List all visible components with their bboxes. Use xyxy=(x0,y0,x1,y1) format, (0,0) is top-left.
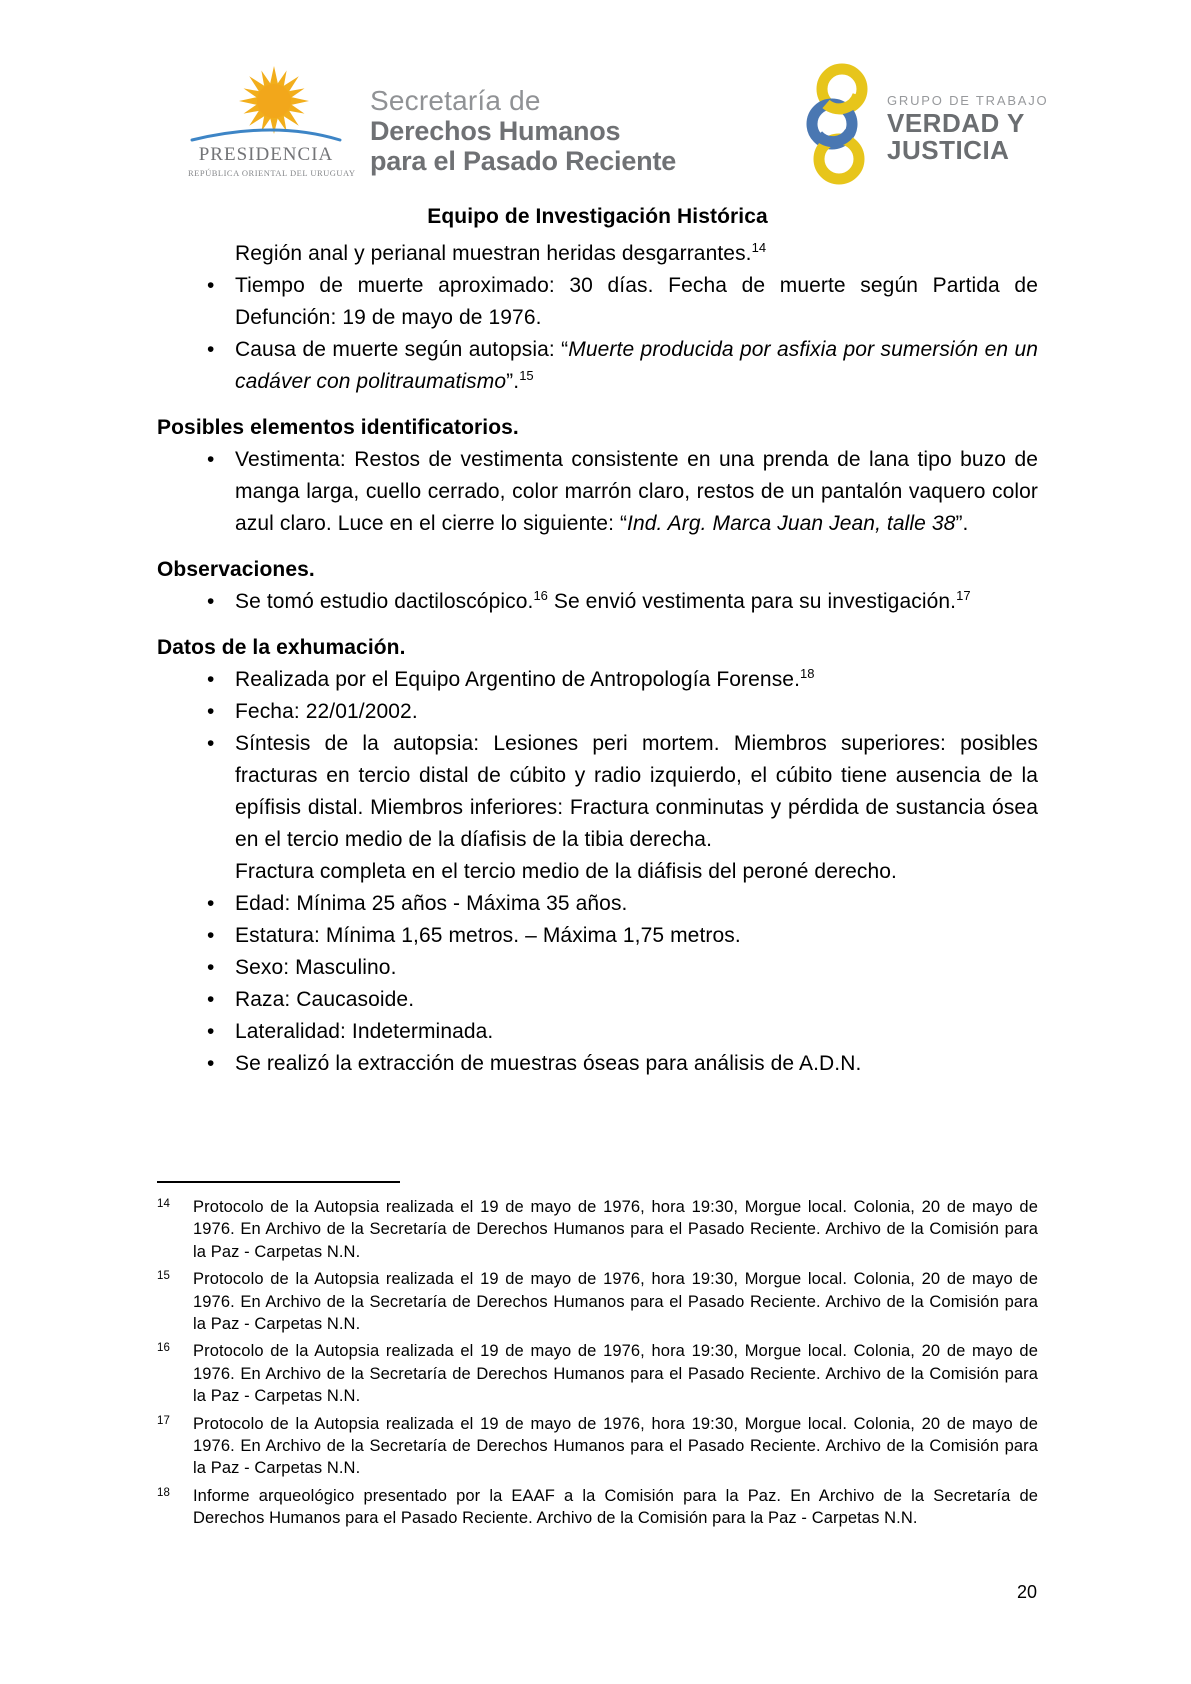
secretaria-wordmark xyxy=(370,86,676,176)
paragraph-fractura: Fractura completa en el tercio medio de la diáfisis del peroné derecho. xyxy=(235,860,897,883)
bullet-marker: • xyxy=(207,924,215,947)
secretaria-line3: para el Pasado Reciente xyxy=(370,146,677,176)
footnote-text: Protocolo de la Autopsia realizada el 19 de mayo de 1976, hora 19:30, Morgue local. Colonia, 20 de mayo de 1976. En Archivo de la Secretaría de Derechos Humanos para el Pasado Reciente. Archivo de la Comisión para la Paz - Carpetas N.N. xyxy=(193,1342,1038,1406)
footnote-text: Protocolo de la Autopsia realizada el 19 de mayo de 1976, hora 19:30, Morgue local. Colonia, 20 de mayo de 1976. En Archivo de la Secretaría de Derechos Humanos para el Pasado Reciente. Archivo de la Comisión para la Paz - Carpetas N.N. xyxy=(193,1414,1038,1478)
footnote-number: 15 xyxy=(157,1270,170,1283)
bullet-sexo xyxy=(157,952,1038,984)
footnote-text: Protocolo de la Autopsia realizada el 19 de mayo de 1976, hora 19:30, Morgue local. Colonia, 20 de mayo de 1976. En Archivo de la Secretaría de Derechos Humanos para el Pasado Reciente. Archivo de la Comisión para la Paz - Carpetas N.N. xyxy=(193,1198,1038,1261)
footnote-ref-14: 14 xyxy=(751,240,767,255)
bullet-edad xyxy=(157,888,1038,920)
bullet-adn-text: Se realizó la extracción de muestras óseas para análisis de A.D.N. xyxy=(235,1052,862,1075)
bullet-marker: • xyxy=(207,668,215,691)
bullet-fecha xyxy=(157,696,1038,728)
bullet-causa xyxy=(157,334,1038,398)
footnote-text: Protocolo de la Autopsia realizada el 19 de mayo de 1976, hora 19:30, Morgue local. Colonia, 20 de mayo de 1976. En Archivo de la Secretaría de Derechos Humanos para el Pasado Reciente. Archivo de la Comisión para la Paz - Carpetas N.N. xyxy=(193,1270,1038,1334)
bullet-marker: • xyxy=(207,590,215,613)
footnote-14 xyxy=(157,1196,1038,1263)
grupo-trabajo-line3: JUSTICIA xyxy=(887,135,1010,165)
paragraph-region xyxy=(235,238,1038,270)
bullet-realizada-main: Realizada por el Equipo Argentino de Antropología Forense. xyxy=(235,668,801,691)
document-body xyxy=(157,204,1038,1080)
bullet-marker: • xyxy=(207,988,215,1011)
bullet-marker: • xyxy=(207,1020,215,1043)
bullet-marker: • xyxy=(207,274,215,297)
footnote-text: Informe arqueológico presentado por la EAAF a la Comisión para la Paz. En Archivo de la Secretaría de Derechos Humanos para el Pasado Reciente. Archivo de la Comisión para la Paz - Carpetas N.N. xyxy=(193,1486,1038,1528)
bullet-observaciones-text xyxy=(235,590,971,613)
bullet-vestimenta-text xyxy=(235,448,1038,535)
bullet-estatura-text: Estatura: Mínima 1,65 metros. – Máxima 1,75 metros. xyxy=(235,924,741,947)
bullet-causa-text xyxy=(235,338,1038,393)
footnote-ref-17: 17 xyxy=(956,588,971,603)
bullet-marker: • xyxy=(207,700,215,723)
bullet-realizada-text xyxy=(235,668,815,691)
sun-disc-icon xyxy=(257,84,291,118)
bullet-vestimenta xyxy=(157,444,1038,540)
footnote-number: 18 xyxy=(157,1486,170,1499)
bullet-sintesis xyxy=(157,728,1038,856)
footnote-17 xyxy=(157,1413,1038,1480)
bullet-vestimenta-quote: Ind. Arg. Marca Juan Jean, talle 38 xyxy=(627,512,956,535)
horizon-arc-icon xyxy=(192,130,340,140)
bullet-observaciones-part1: Se tomó estudio dactiloscópico. xyxy=(235,590,534,613)
section-heading-observaciones: Observaciones. xyxy=(157,558,315,581)
grupo-trabajo-line2: VERDAD Y xyxy=(887,108,1025,138)
bullet-lateralidad xyxy=(157,1016,1038,1048)
interlocked-rings-icon xyxy=(806,62,872,186)
bullet-edad-text: Edad: Mínima 25 años - Máxima 35 años. xyxy=(235,892,628,915)
sun-horizon-icon xyxy=(190,64,342,146)
section-heading-posibles: Posibles elementos identificatorios. xyxy=(157,416,519,439)
page-number: 20 xyxy=(1016,1582,1037,1602)
bullet-fecha-text: Fecha: 22/01/2002. xyxy=(235,700,418,723)
footnote-18 xyxy=(157,1485,1038,1530)
presidencia-logo xyxy=(188,64,356,178)
footnote-number: 14 xyxy=(157,1198,170,1210)
secretaria-line1: Secretaría de xyxy=(370,85,541,116)
bullet-realizada xyxy=(157,664,1038,696)
footnote-ref-15: 15 xyxy=(519,368,534,383)
bullet-sintesis-text: Síntesis de la autopsia: Lesiones peri mortem. Miembros superiores: posibles fracturas en tercio distal de cúbito y radio izquierdo, el cúbito tiene ausencia de la epífisis distal. Miembros inferiores: Fractura conminutas y pérdida de sustancia ósea en el tercio medio de la díafisis de la tibia derecha. xyxy=(235,732,1038,851)
grupo-trabajo-wordmark xyxy=(887,92,1048,164)
bullet-marker: • xyxy=(207,338,215,361)
grupo-trabajo-line1: GRUPO DE TRABAJO xyxy=(887,93,1049,108)
bullet-estatura xyxy=(157,920,1038,952)
footnotes-section xyxy=(157,1196,1038,1535)
footnote-separator xyxy=(157,1181,400,1183)
bullet-raza-text: Raza: Caucasoide. xyxy=(235,988,415,1011)
bullet-vestimenta-pre: Vestimenta: Restos de vestimenta consistente en una prenda de lana tipo buzo de manga larga, cuello cerrado, color marrón claro, restos de un pantalón vaquero color azul claro. Luce en el cierre lo siguiente: “ xyxy=(235,448,1038,535)
bullet-marker: • xyxy=(207,892,215,915)
bullet-adn xyxy=(157,1048,1038,1080)
bullet-tiempo xyxy=(157,270,1038,334)
paragraph-region-text: Región anal y perianal muestran heridas desgarrantes. xyxy=(235,242,752,265)
footnote-15 xyxy=(157,1268,1038,1335)
bullet-causa-quote: Muerte producida por asfixia por sumersión en un cadáver con politraumatismo xyxy=(235,338,1039,393)
bullet-vestimenta-post: ”. xyxy=(955,512,969,535)
footnote-number: 17 xyxy=(157,1414,170,1427)
footnote-ref-16: 16 xyxy=(533,588,548,603)
section-heading-datos: Datos de la exhumación. xyxy=(157,636,406,659)
bullet-marker: • xyxy=(207,956,215,979)
footnote-16 xyxy=(157,1340,1038,1407)
footnote-number: 16 xyxy=(157,1342,170,1355)
bullet-lateralidad-text: Lateralidad: Indeterminada. xyxy=(235,1020,494,1043)
bullet-observaciones xyxy=(157,586,1038,618)
presidencia-title: PRESIDENCIA xyxy=(198,144,334,165)
bullet-marker: • xyxy=(207,1052,215,1075)
secretaria-line2: Derechos Humanos xyxy=(370,116,621,146)
footnote-ref-18: 18 xyxy=(800,666,815,681)
bullet-marker: • xyxy=(207,448,215,471)
bullet-tiempo-text: Tiempo de muerte aproximado: 30 días. Fecha de muerte según Partida de Defunción: 19 de mayo de 1976. xyxy=(235,274,1038,329)
bullet-observaciones-part2: Se envió vestimenta para su investigación. xyxy=(547,590,957,613)
bullet-sexo-text: Sexo: Masculino. xyxy=(235,956,397,979)
bullet-raza xyxy=(157,984,1038,1016)
bullet-causa-pre: Causa de muerte según autopsia: “ xyxy=(235,338,569,361)
bullet-causa-post: ”. xyxy=(506,370,520,393)
presidencia-subtitle: REPÚBLICA ORIENTAL DEL URUGUAY xyxy=(188,168,356,178)
page-title: Equipo de Investigación Histórica xyxy=(427,205,768,228)
bullet-marker: • xyxy=(207,732,215,755)
